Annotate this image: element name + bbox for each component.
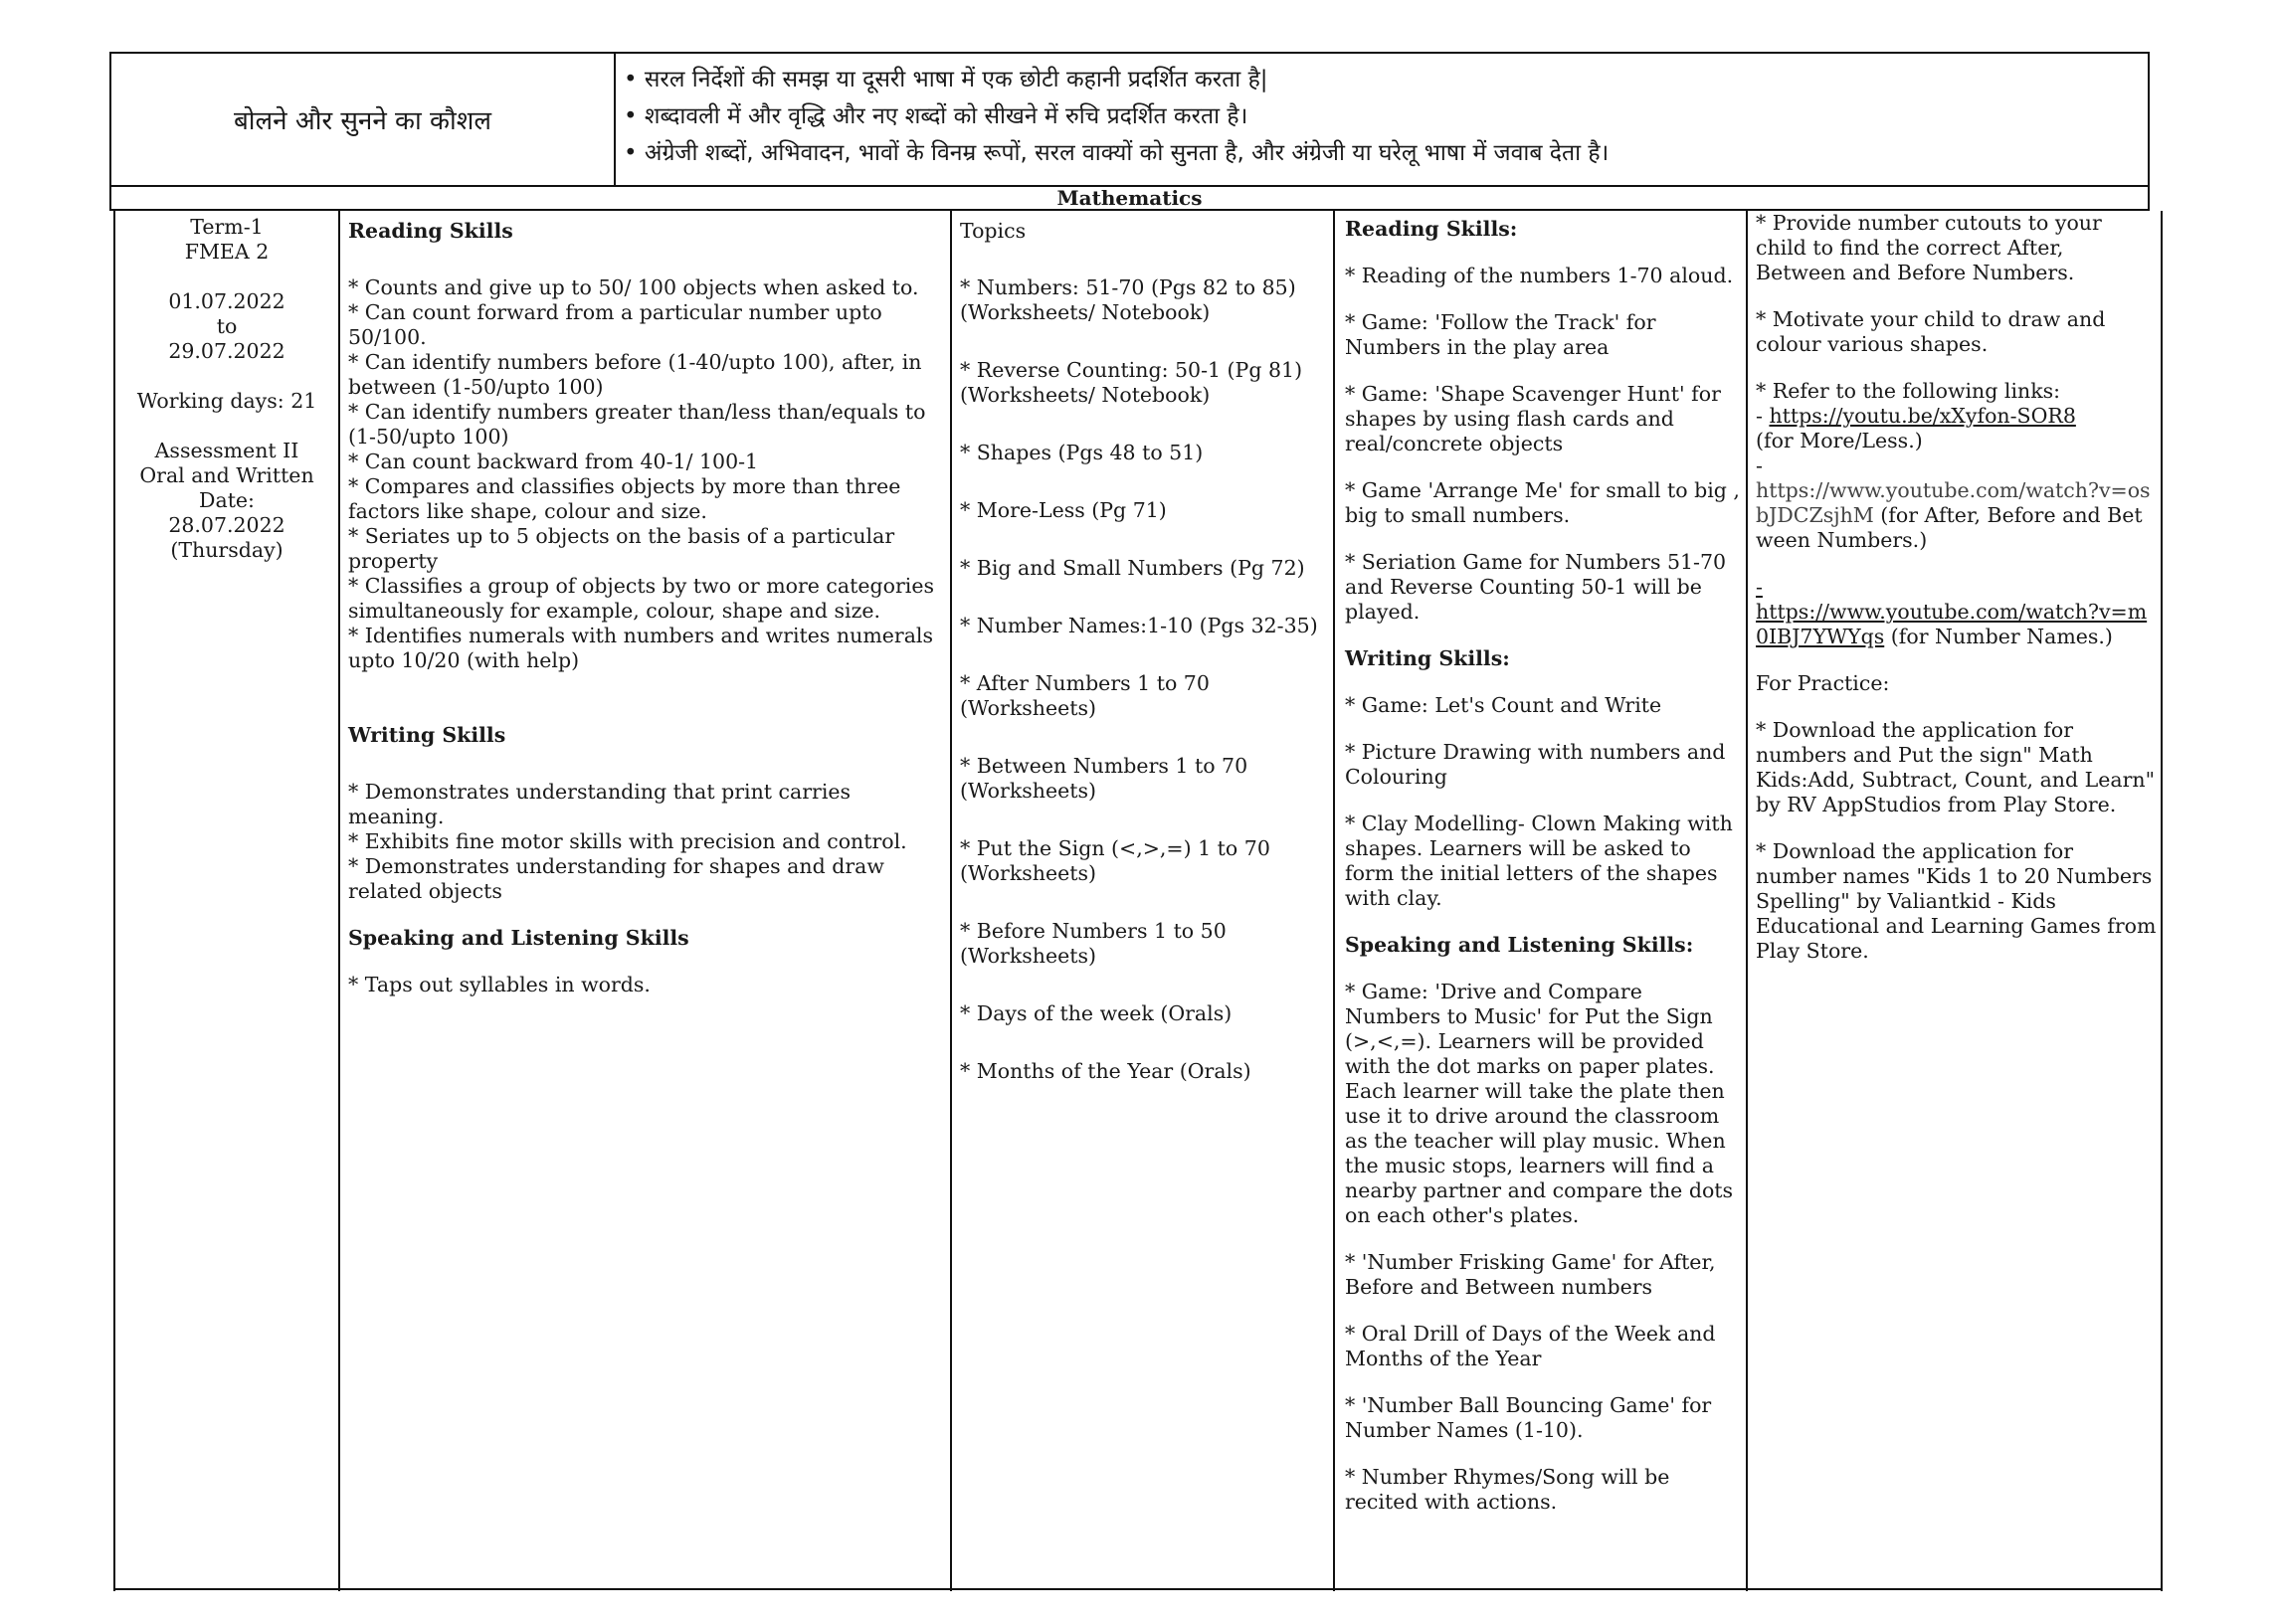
topic-item: * Put the Sign (<,>,=) 1 to 70 (Worksheets) bbox=[960, 836, 1270, 885]
working-days: Working days: 21 bbox=[136, 389, 317, 413]
hindi-point: • सरल निर्देशों की समझ या दूसरी भाषा में एक छोटी कहानी प्रदर्शित करता है| bbox=[624, 67, 1268, 92]
assessment-name: Assessment II bbox=[154, 439, 299, 462]
outcome-item: * Can identify numbers greater than/less than/equals to (1-50/upto 100) bbox=[348, 400, 926, 449]
topic-item: * After Numbers 1 to 70 (Worksheets) bbox=[960, 671, 1210, 720]
date-to-word: to bbox=[216, 314, 238, 338]
hindi-skill-label: बोलने और सुनने का कौशल bbox=[111, 54, 616, 185]
hindi-skills-row bbox=[109, 52, 2150, 187]
topic-item: * Number Names:1-10 (Pgs 32-35) bbox=[960, 614, 1318, 637]
video-link-more-less[interactable]: https://youtu.be/xXyfon-SOR8 bbox=[1769, 404, 2076, 428]
subject-heading: Mathematics bbox=[109, 187, 2150, 211]
app-recommendation: * Download the application for number names "Kids 1 to 20 Numbers Spelling" by Valiantkid - Kids Educational and Learning Games from Play Store. bbox=[1756, 839, 2157, 963]
activity-item: * Reading of the numbers 1-70 aloud. bbox=[1345, 264, 1734, 287]
activity-item: * Game: Let's Count and Write bbox=[1345, 693, 1662, 717]
speaking-skills-heading: Speaking and Listening Skills bbox=[348, 926, 689, 950]
activity-item: * Game: 'Follow the Track' for Numbers in the play area bbox=[1345, 310, 1656, 359]
topics-heading: Topics bbox=[960, 219, 1027, 243]
activity-item: * Game: 'Drive and Compare Numbers to Music' for Put the Sign (>,<,=). Learners will be provided with the dot marks on paper plates. Each learner will take the plate then use it to drive around the classroom as the teacher will play music. When the music stops, learners will find a nearby partner and compare the dots on each other's plates. bbox=[1345, 980, 1734, 1227]
app-recommendation: * Download the application for numbers and Put the sign" Math Kids:Add, Subtract, Count, and Learn" by RV AppStudios from Play Store. bbox=[1756, 718, 2156, 816]
link-row-number-names bbox=[1756, 600, 2157, 649]
outcome-item: * Demonstrates understanding that print carries meaning. bbox=[348, 780, 852, 828]
topic-item: * Before Numbers 1 to 50 (Worksheets) bbox=[960, 919, 1227, 968]
assessment-day: (Thursday) bbox=[170, 538, 284, 562]
activity-item: * 'Number Frisking Game' for After, Before and Between numbers bbox=[1345, 1250, 1716, 1299]
activity-item: * Picture Drawing with numbers and Colouring bbox=[1345, 740, 1726, 789]
outcome-item: * Can count backward from 40-1/ 100-1 bbox=[348, 450, 759, 473]
parent-support-column bbox=[1748, 211, 2163, 1591]
outcome-item: * Counts and give up to 50/ 100 objects when asked to. bbox=[348, 275, 919, 299]
date-to: 29.07.2022 bbox=[168, 339, 285, 363]
learning-outcomes-column bbox=[340, 211, 952, 1591]
writing-skills-heading: Writing Skills bbox=[348, 723, 506, 747]
outcome-item: * Can count forward from a particular number upto 50/100. bbox=[348, 300, 882, 349]
assessment-date-label: Date: bbox=[199, 488, 255, 512]
topic-item: * Numbers: 51-70 (Pgs 82 to 85) (Worksheets/ Notebook) bbox=[960, 275, 1296, 324]
practice-heading: For Practice: bbox=[1756, 671, 1890, 695]
outcome-item: * Seriates up to 5 objects on the basis of a particular property bbox=[348, 524, 895, 573]
outcome-item: * Demonstrates understanding for shapes and draw related objects bbox=[348, 854, 884, 903]
activity-item: * Seriation Game for Numbers 51-70 and Reverse Counting 50-1 will be played. bbox=[1345, 550, 1727, 624]
reading-skills-heading: Reading Skills bbox=[348, 219, 513, 243]
hindi-point: • शब्दावली में और वृद्धि और नए शब्दों को सीखने में रुचि प्रदर्शित करता है। bbox=[624, 103, 1248, 129]
curriculum-table bbox=[113, 211, 2163, 1591]
activity-item: * Number Rhymes/Song will be recited with actions. bbox=[1345, 1465, 1670, 1514]
topic-item: * Big and Small Numbers (Pg 72) bbox=[960, 556, 1305, 580]
activity-speaking-heading: Speaking and Listening Skills: bbox=[1345, 933, 1694, 957]
activity-item: * Game 'Arrange Me' for small to big , big to small numbers. bbox=[1345, 478, 1740, 527]
link-dash: - bbox=[1756, 575, 1763, 599]
assessment-date: 28.07.2022 bbox=[168, 513, 285, 537]
link-row-more-less bbox=[1756, 404, 2157, 429]
activity-item: * Oral Drill of Days of the Week and Months of the Year bbox=[1345, 1322, 1716, 1370]
outcome-item: * Exhibits fine motor skills with precision and control. bbox=[348, 829, 907, 853]
link-note: (for More/Less.) bbox=[1756, 429, 1923, 452]
fmea-label: FMEA 2 bbox=[184, 240, 270, 264]
outcome-item: * Identifies numerals with numbers and writes numerals upto 10/20 (with help) bbox=[348, 624, 933, 672]
topic-item: * Between Numbers 1 to 70 (Worksheets) bbox=[960, 754, 1248, 803]
video-link-number-names[interactable]: https://www.youtube.com/watch?v=m0IBJ7YWYqs bbox=[1756, 600, 2148, 648]
date-from: 01.07.2022 bbox=[168, 289, 285, 313]
activity-item: * Game: 'Shape Scavenger Hunt' for shapes by using flash cards and real/concrete objects bbox=[1345, 382, 1721, 455]
link-row-after-before bbox=[1756, 478, 2157, 553]
topic-item: * Days of the week (Orals) bbox=[960, 1001, 1233, 1025]
topic-item: * Reverse Counting: 50-1 (Pg 81) (Worksheets/ Notebook) bbox=[960, 358, 1303, 407]
topic-item: * More-Less (Pg 71) bbox=[960, 498, 1167, 522]
outcome-item: * Compares and classifies objects by more than three factors like shape, colour and size. bbox=[348, 474, 901, 523]
topic-item: * Shapes (Pgs 48 to 51) bbox=[960, 441, 1204, 464]
link-note: (for After, Before and Between Numbers.) bbox=[1756, 503, 2143, 552]
hindi-skill-points bbox=[624, 62, 2138, 172]
activities-column bbox=[1335, 211, 1748, 1591]
link-dash: - bbox=[1756, 453, 1763, 477]
link-note: (for Number Names.) bbox=[1884, 625, 2113, 648]
hindi-point: • अंग्रेजी शब्दों, अभिवादन, भावों के विनम्र रूपों, सरल वाक्यों को सुनता है, और अंग्रेजी या घरेलू भाषा में जवाब देता है। bbox=[624, 140, 1610, 166]
table-bottom-border bbox=[113, 1588, 2163, 1590]
outcome-item: * Classifies a group of objects by two or more categories simultaneously for example, colour, shape and size. bbox=[348, 574, 934, 623]
link-dash: - bbox=[1756, 404, 1770, 428]
topic-item: * Months of the Year (Orals) bbox=[960, 1059, 1251, 1083]
links-intro: * Refer to the following links: bbox=[1756, 379, 2061, 403]
activity-item: * 'Number Ball Bouncing Game' for Number Names (1-10). bbox=[1345, 1393, 1712, 1442]
topics-column bbox=[952, 211, 1335, 1591]
activity-item: * Clay Modelling- Clown Making with shapes. Learners will be asked to form the initial letters of the shapes with clay. bbox=[1345, 812, 1733, 910]
outcome-item: * Can identify numbers before (1-40/upto 100), after, in between (1-50/upto 100) bbox=[348, 350, 922, 399]
activity-writing-heading: Writing Skills: bbox=[1345, 646, 1510, 670]
assessment-type: Oral and Written bbox=[139, 463, 314, 487]
outcome-item: * Taps out syllables in words. bbox=[348, 973, 651, 996]
parent-tip: * Motivate your child to draw and colour various shapes. bbox=[1756, 307, 2106, 356]
activity-reading-heading: Reading Skills: bbox=[1345, 217, 1518, 241]
video-link-after-before[interactable]: https://www.youtube.com/watch?v=osbJDCZsjhM bbox=[1756, 478, 2151, 527]
term-info-column bbox=[113, 211, 340, 1591]
term-name: Term-1 bbox=[190, 215, 264, 239]
parent-tip: * Provide number cutouts to your child to find the correct After, Between and Before Numbers. bbox=[1756, 211, 2102, 284]
